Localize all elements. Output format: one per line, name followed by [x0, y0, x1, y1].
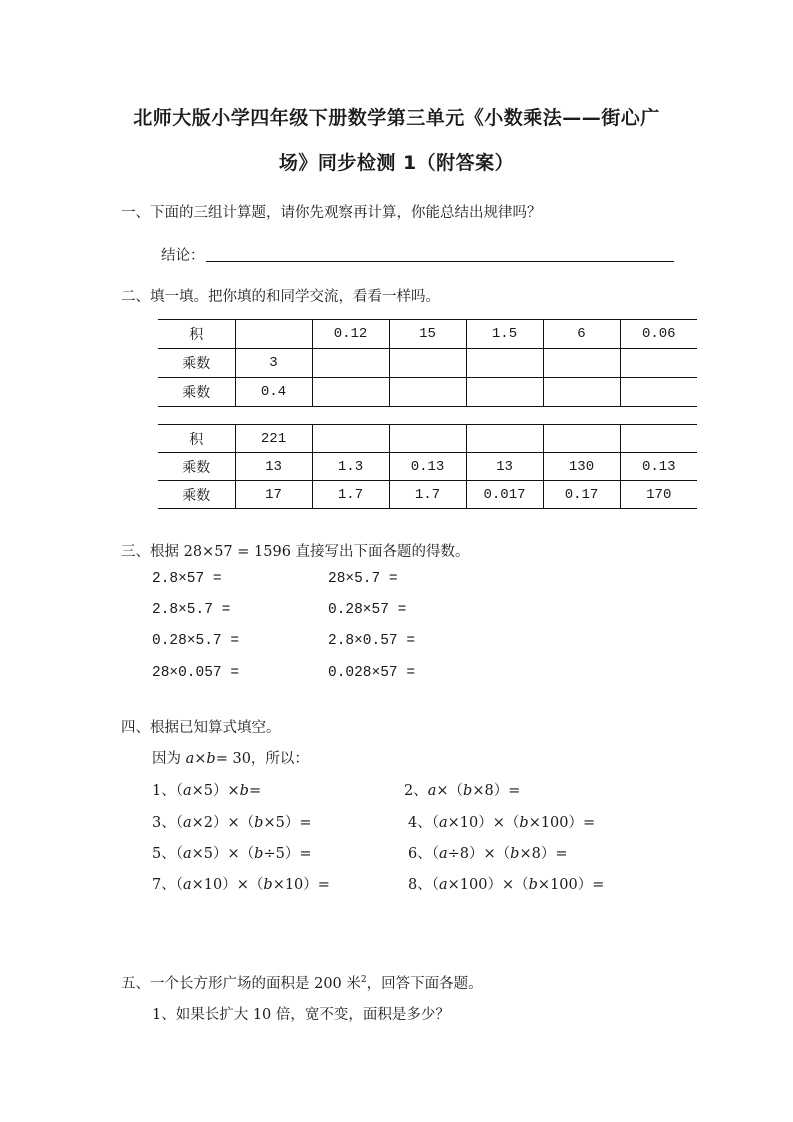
- document-title-line-2: 场》同步检测 1（附答案）: [278, 152, 515, 174]
- fill-item-8: 8、（a×100）×（b×100）=: [408, 877, 605, 893]
- table-cell[interactable]: [466, 349, 543, 378]
- table-cell: 1.7: [312, 481, 389, 509]
- calc-item: 0.28×5.7 =: [152, 633, 240, 649]
- fill-item-1: 1、（a×5）×b=: [152, 783, 262, 799]
- table-cell: 6: [543, 320, 620, 349]
- table-cell[interactable]: [389, 378, 466, 407]
- document-title-line-1: 北师大版小学四年级下册数学第三单元《小数乘法——街心广: [133, 107, 660, 129]
- table-cell: 13: [466, 453, 543, 481]
- table-cell: 0.13: [389, 453, 466, 481]
- fill-item-6: 6、（a÷8）×（b×8）=: [408, 846, 568, 862]
- row-label: 乘数: [158, 378, 235, 407]
- table-cell: 130: [543, 453, 620, 481]
- section-5-question: [121, 972, 483, 993]
- section-5-subquestion-1: 1、如果长扩大 10 倍，宽不变，面积是多少？: [152, 1007, 450, 1023]
- table-row-product: [158, 425, 697, 453]
- table-cell[interactable]: [543, 378, 620, 407]
- table-cell[interactable]: [620, 425, 697, 453]
- conclusion-label: 结论：: [161, 248, 205, 264]
- table-row-factor-1: [158, 349, 697, 378]
- conclusion-answer-line[interactable]: [206, 261, 674, 262]
- table-cell: 170: [620, 481, 697, 509]
- table-cell[interactable]: [543, 349, 620, 378]
- question-text: ，回答下面各题。: [366, 976, 483, 992]
- row-label: 积: [158, 425, 235, 453]
- given-equation: [152, 747, 309, 768]
- calc-item: 0.028×57 =: [328, 665, 416, 681]
- section-1-question: 一、下面的三组计算题，请你先观察再计算，你能总结出规律吗？: [121, 205, 542, 221]
- given-prefix: 因为: [152, 751, 186, 767]
- fill-item-4: 4、（a×10）×（b×100）=: [408, 815, 596, 831]
- fill-item-2: 2、a×（b×8）=: [404, 783, 521, 799]
- given-suffix: = 30，所以：: [215, 751, 309, 767]
- table-cell[interactable]: [312, 425, 389, 453]
- fill-table-1: [158, 319, 697, 407]
- table-cell: 0.06: [620, 320, 697, 349]
- section-2-question: 二、填一填。把你填的和同学交流，看看一样吗。: [121, 289, 440, 305]
- table-cell: 3: [235, 349, 312, 378]
- table-row-factor-2: [158, 481, 697, 509]
- fill-item-3: 3、（a×2）×（b×5）=: [152, 815, 312, 831]
- fill-item-7: 7、（a×10）×（b×10）=: [152, 877, 330, 893]
- table-cell: 1.7: [389, 481, 466, 509]
- calc-item: 28×0.057 =: [152, 665, 240, 681]
- section-3-question: 三、根据 28×57 = 1596 直接写出下面各题的得数。: [121, 544, 470, 560]
- table-cell: 0.13: [620, 453, 697, 481]
- table-cell: 1.5: [466, 320, 543, 349]
- row-label: 乘数: [158, 453, 235, 481]
- calc-item: 0.28×57 =: [328, 602, 407, 618]
- table-cell[interactable]: [312, 378, 389, 407]
- table-row-factor-2: [158, 378, 697, 407]
- calc-item: 2.8×57 =: [152, 571, 222, 587]
- row-label: 乘数: [158, 481, 235, 509]
- table-cell: 0.017: [466, 481, 543, 509]
- table-cell: 0.12: [312, 320, 389, 349]
- calc-item: 2.8×5.7 =: [152, 602, 231, 618]
- table-cell[interactable]: [620, 349, 697, 378]
- question-text: 五、一个长方形广场的面积是 200 米: [121, 976, 361, 992]
- var-a: a: [185, 751, 195, 767]
- var-b: b: [206, 751, 216, 767]
- section-4-question: 四、根据已知算式填空。: [121, 720, 281, 736]
- table-cell[interactable]: [312, 349, 389, 378]
- table-cell[interactable]: [543, 425, 620, 453]
- table-cell[interactable]: [466, 425, 543, 453]
- table-row-factor-1: [158, 453, 697, 481]
- table-row-product: [158, 320, 697, 349]
- table-cell: 221: [235, 425, 312, 453]
- table-cell: 17: [235, 481, 312, 509]
- table-cell: 0.17: [543, 481, 620, 509]
- calc-item: 2.8×0.57 =: [328, 633, 416, 649]
- fill-table-2: [158, 424, 697, 509]
- fill-item-5: 5、（a×5）×（b÷5）=: [152, 846, 312, 862]
- table-cell: 13: [235, 453, 312, 481]
- times-sign: ×: [194, 751, 207, 767]
- table-cell: 0.4: [235, 378, 312, 407]
- calc-item: 28×5.7 =: [328, 571, 398, 587]
- superscript: 2: [360, 975, 367, 985]
- table-cell[interactable]: [389, 425, 466, 453]
- table-cell[interactable]: [389, 349, 466, 378]
- table-cell[interactable]: [235, 320, 312, 349]
- table-cell[interactable]: [466, 378, 543, 407]
- row-label: 乘数: [158, 349, 235, 378]
- table-cell: 1.3: [312, 453, 389, 481]
- table-cell: 15: [389, 320, 466, 349]
- row-label: 积: [158, 320, 235, 349]
- table-cell[interactable]: [620, 378, 697, 407]
